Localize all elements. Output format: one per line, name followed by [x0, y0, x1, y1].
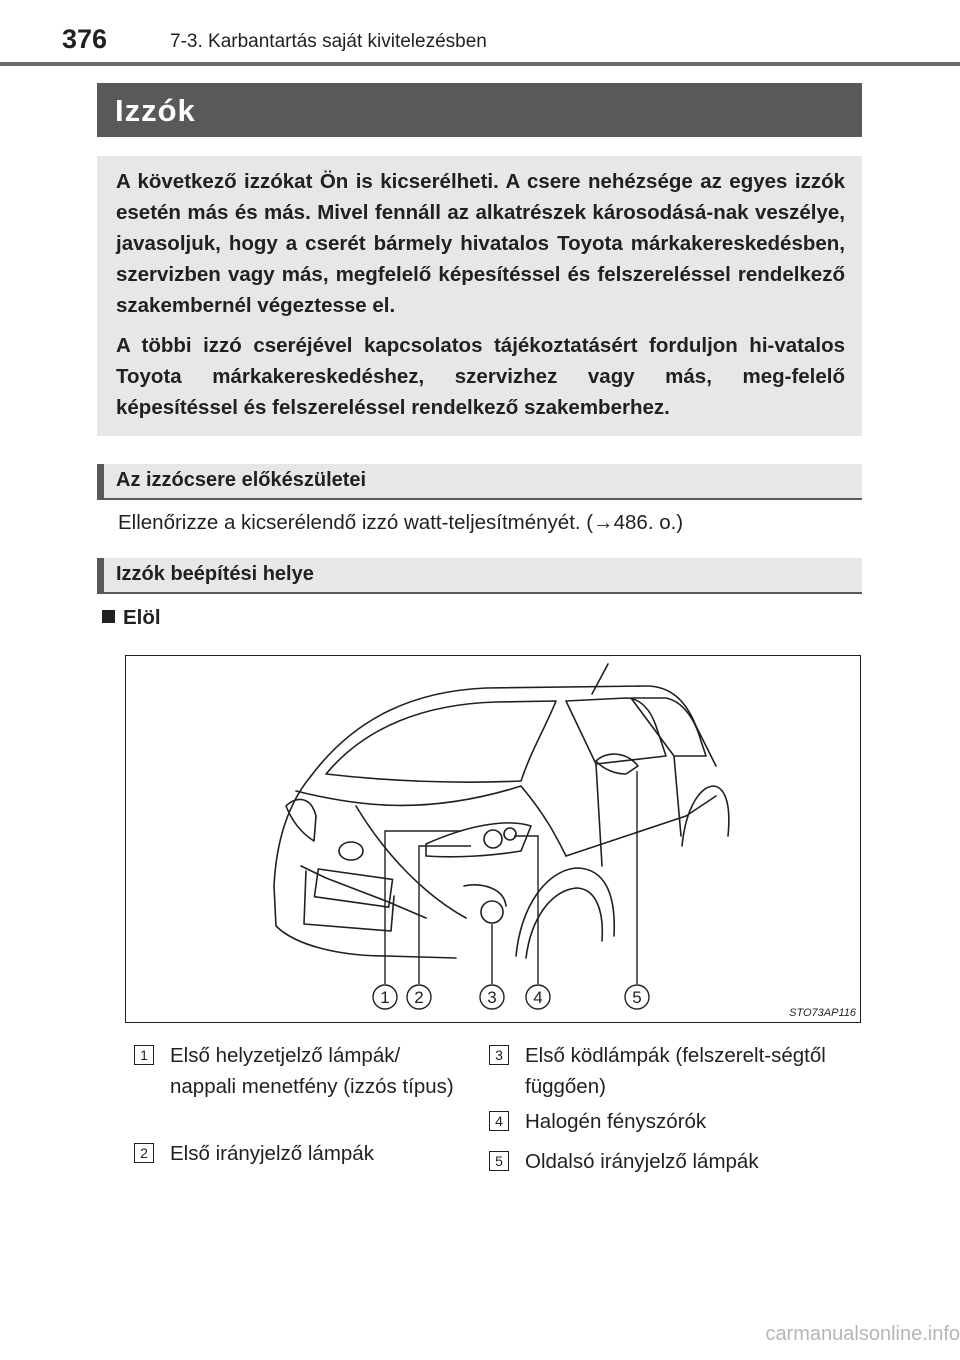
subheading-front [102, 606, 161, 630]
callout-5: 5 [632, 988, 642, 1007]
legend-text-4: Halogén fényszórók [525, 1110, 707, 1133]
legend-item-2 [140, 1138, 470, 1169]
car-illustration [126, 656, 861, 1023]
callout-2: 2 [414, 988, 424, 1007]
callout-3: 3 [487, 988, 497, 1007]
watermark: carmanualsonline.info [765, 1323, 960, 1345]
page-title: Izzók [115, 93, 196, 128]
legend-item-4 [495, 1106, 845, 1137]
header-divider [0, 62, 960, 66]
section-heading-preparation [97, 464, 862, 500]
legend-number-4: 4 [489, 1111, 509, 1131]
intro-paragraph-2: A többi izzó cseréjével kapcsolatos tájékoztatásért forduljon hi-vatalos Toyota márkakereskedéshez, szervizhez vagy más, meg-felelő képesítéssel és felszereléssel rendelkező szakemberhez. [116, 334, 845, 419]
section-heading-locations [97, 558, 862, 594]
legend-text-3: Első ködlámpák (felszerelt-ségtől függően) [525, 1044, 826, 1098]
title-bar [97, 83, 862, 137]
chapter-title: 7-3. Karbantartás saját kivitelezésben [170, 31, 487, 52]
section-title-preparation: Az izzócsere előkészületei [116, 469, 367, 491]
callout-1: 1 [380, 988, 390, 1007]
legend-number-1: 1 [134, 1045, 154, 1065]
legend-number-2: 2 [134, 1143, 154, 1163]
callout-4: 4 [533, 988, 543, 1007]
subheading-front-label: Elöl [123, 606, 161, 629]
legend-number-3: 3 [489, 1045, 509, 1065]
intro-paragraph-1: A következő izzókat Ön is kicserélheti. A csere nehézsége az egyes izzók esetén más és más. Mivel fennáll az alkatrészek károsodásá-nak veszélye, javasoljuk, hogy a cserét bármely hivatalos Toyota márkakereskedésben, szervizben vagy más, megfelelő képesítéssel és felszereléssel rendelkező szakembernél végeztesse el. [116, 170, 845, 317]
car-front-figure [125, 655, 861, 1023]
square-bullet-icon [102, 610, 115, 623]
legend-item-5 [495, 1146, 845, 1177]
legend-item-3 [495, 1040, 845, 1102]
page-number: 376 [62, 24, 108, 54]
legend-text-5: Oldalsó irányjelző lámpák [525, 1150, 759, 1173]
legend-number-5: 5 [489, 1151, 509, 1171]
legend-item-1 [140, 1040, 470, 1102]
intro-box [97, 156, 862, 436]
legend-text-1: Első helyzetjelző lámpák/ nappali menetfény (izzós típus) [170, 1044, 454, 1098]
figure-code: STO73AP116 [789, 1007, 856, 1019]
legend-text-2: Első irányjelző lámpák [170, 1142, 374, 1165]
section-title-locations: Izzók beépítési helye [116, 563, 314, 585]
wattage-instruction: Ellenőrizze a kicserélendő izzó watt-teljesítményét. (→486. o.) [118, 511, 684, 534]
